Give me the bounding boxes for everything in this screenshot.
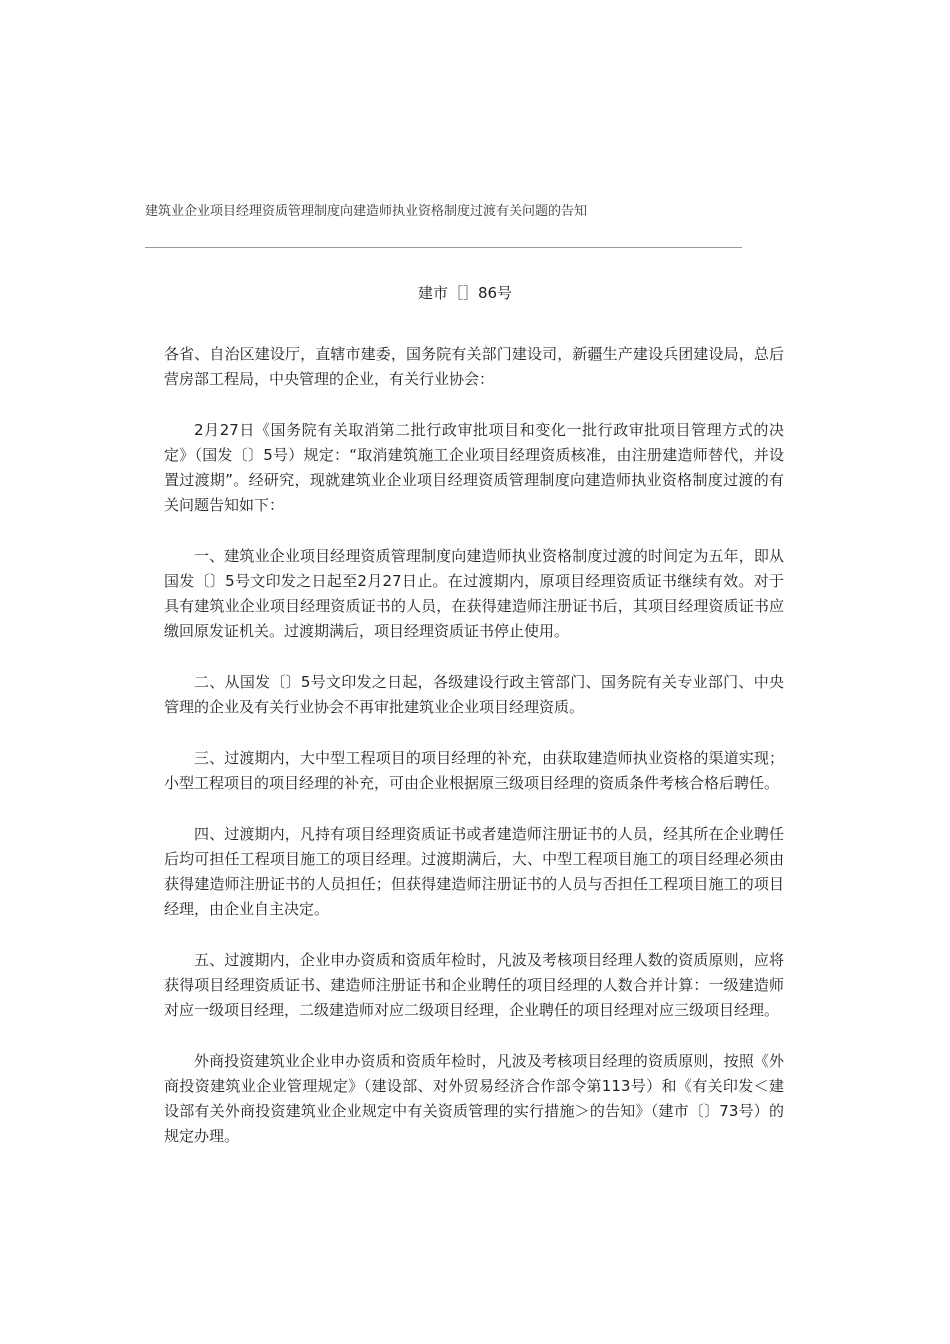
paragraph-foreign-investment: 外商投资建筑业企业申办资质和资质年检时，凡波及考核项目经理的资质原则，按照《外商投资建筑业企业管理规定》（建设部、对外贸易经济合作部令第113号）和《有关印发＜建设部有关外商投资建筑业企业规定中有关资质管理的实行措施＞的告知》（建市〔〕73号）的规定办理。: [164, 1052, 784, 1145]
paragraph-item-3: 三、过渡期内，大中型工程项目的项目经理的补充，由获取建造师执业资格的渠道实现；小型工程项目的项目经理的补充，可由企业根据原三级项目经理的资质条件考核合格后聘任。: [164, 749, 784, 792]
document-number: 建市［］86号: [417, 284, 513, 302]
paragraph-intro: 2月27日《国务院有关取消第二批行政审批项目和变化一批行政审批项目管理方式的决定》（国发〔〕5号）规定：“取消建筑施工企业项目经理资质核准，由注册建造师替代，并设置过渡期”。经研究，现就建筑业企业项目经理资质管理制度向建造师执业资格制度过渡的有关问题告知如下：: [164, 421, 784, 514]
paragraph-item-5: 五、过渡期内，企业申办资质和资质年检时，凡波及考核项目经理人数的资质原则，应将获得项目经理资质证书、建造师注册证书和企业聘任的项目经理的人数合并计算：一级建造师对应一级项目经理，二级建造师对应二级项目经理，企业聘任的项目经理对应三级项目经理。: [164, 951, 784, 1019]
paragraph-item-1: 一、建筑业企业项目经理资质管理制度向建造师执业资格制度过渡的时间定为五年，即从国发〔〕5号文印发之日起至2月27日止。在过渡期内，原项目经理资质证书继续有效。对于具有建筑业企业项目经理资质证书的人员，在获得建造师注册证书后，其项目经理资质证书应缴回原发证机关。过渡期满后，项目经理资质证书停止使用。: [164, 547, 784, 640]
paragraph-item-2: 二、从国发〔〕5号文印发之日起，各级建设行政主管部门、国务院有关专业部门、中央管理的企业及有关行业协会不再审批建筑业企业项目经理资质。: [164, 673, 784, 716]
title-divider: [145, 247, 742, 248]
document-title: 建筑业企业项目经理资质管理制度向建造师执业资格制度过渡有关问题的告知: [145, 204, 588, 219]
document-body: [164, 342, 784, 1175]
paragraph-item-4: 四、过渡期内，凡持有项目经理资质证书或者建造师注册证书的人员，经其所在企业聘任后均可担任工程项目施工的项目经理。过渡期满后，大、中型工程项目施工的项目经理必须由获得建造师注册证书的人员担任；但获得建造师注册证书的人员与否担任工程项目施工的项目经理，由企业自主决定。: [164, 825, 784, 918]
addressees: 各省、自治区建设厅，直辖市建委，国务院有关部门建设司，新疆生产建设兵团建设局，总后营房部工程局，中央管理的企业，有关行业协会：: [164, 345, 784, 388]
